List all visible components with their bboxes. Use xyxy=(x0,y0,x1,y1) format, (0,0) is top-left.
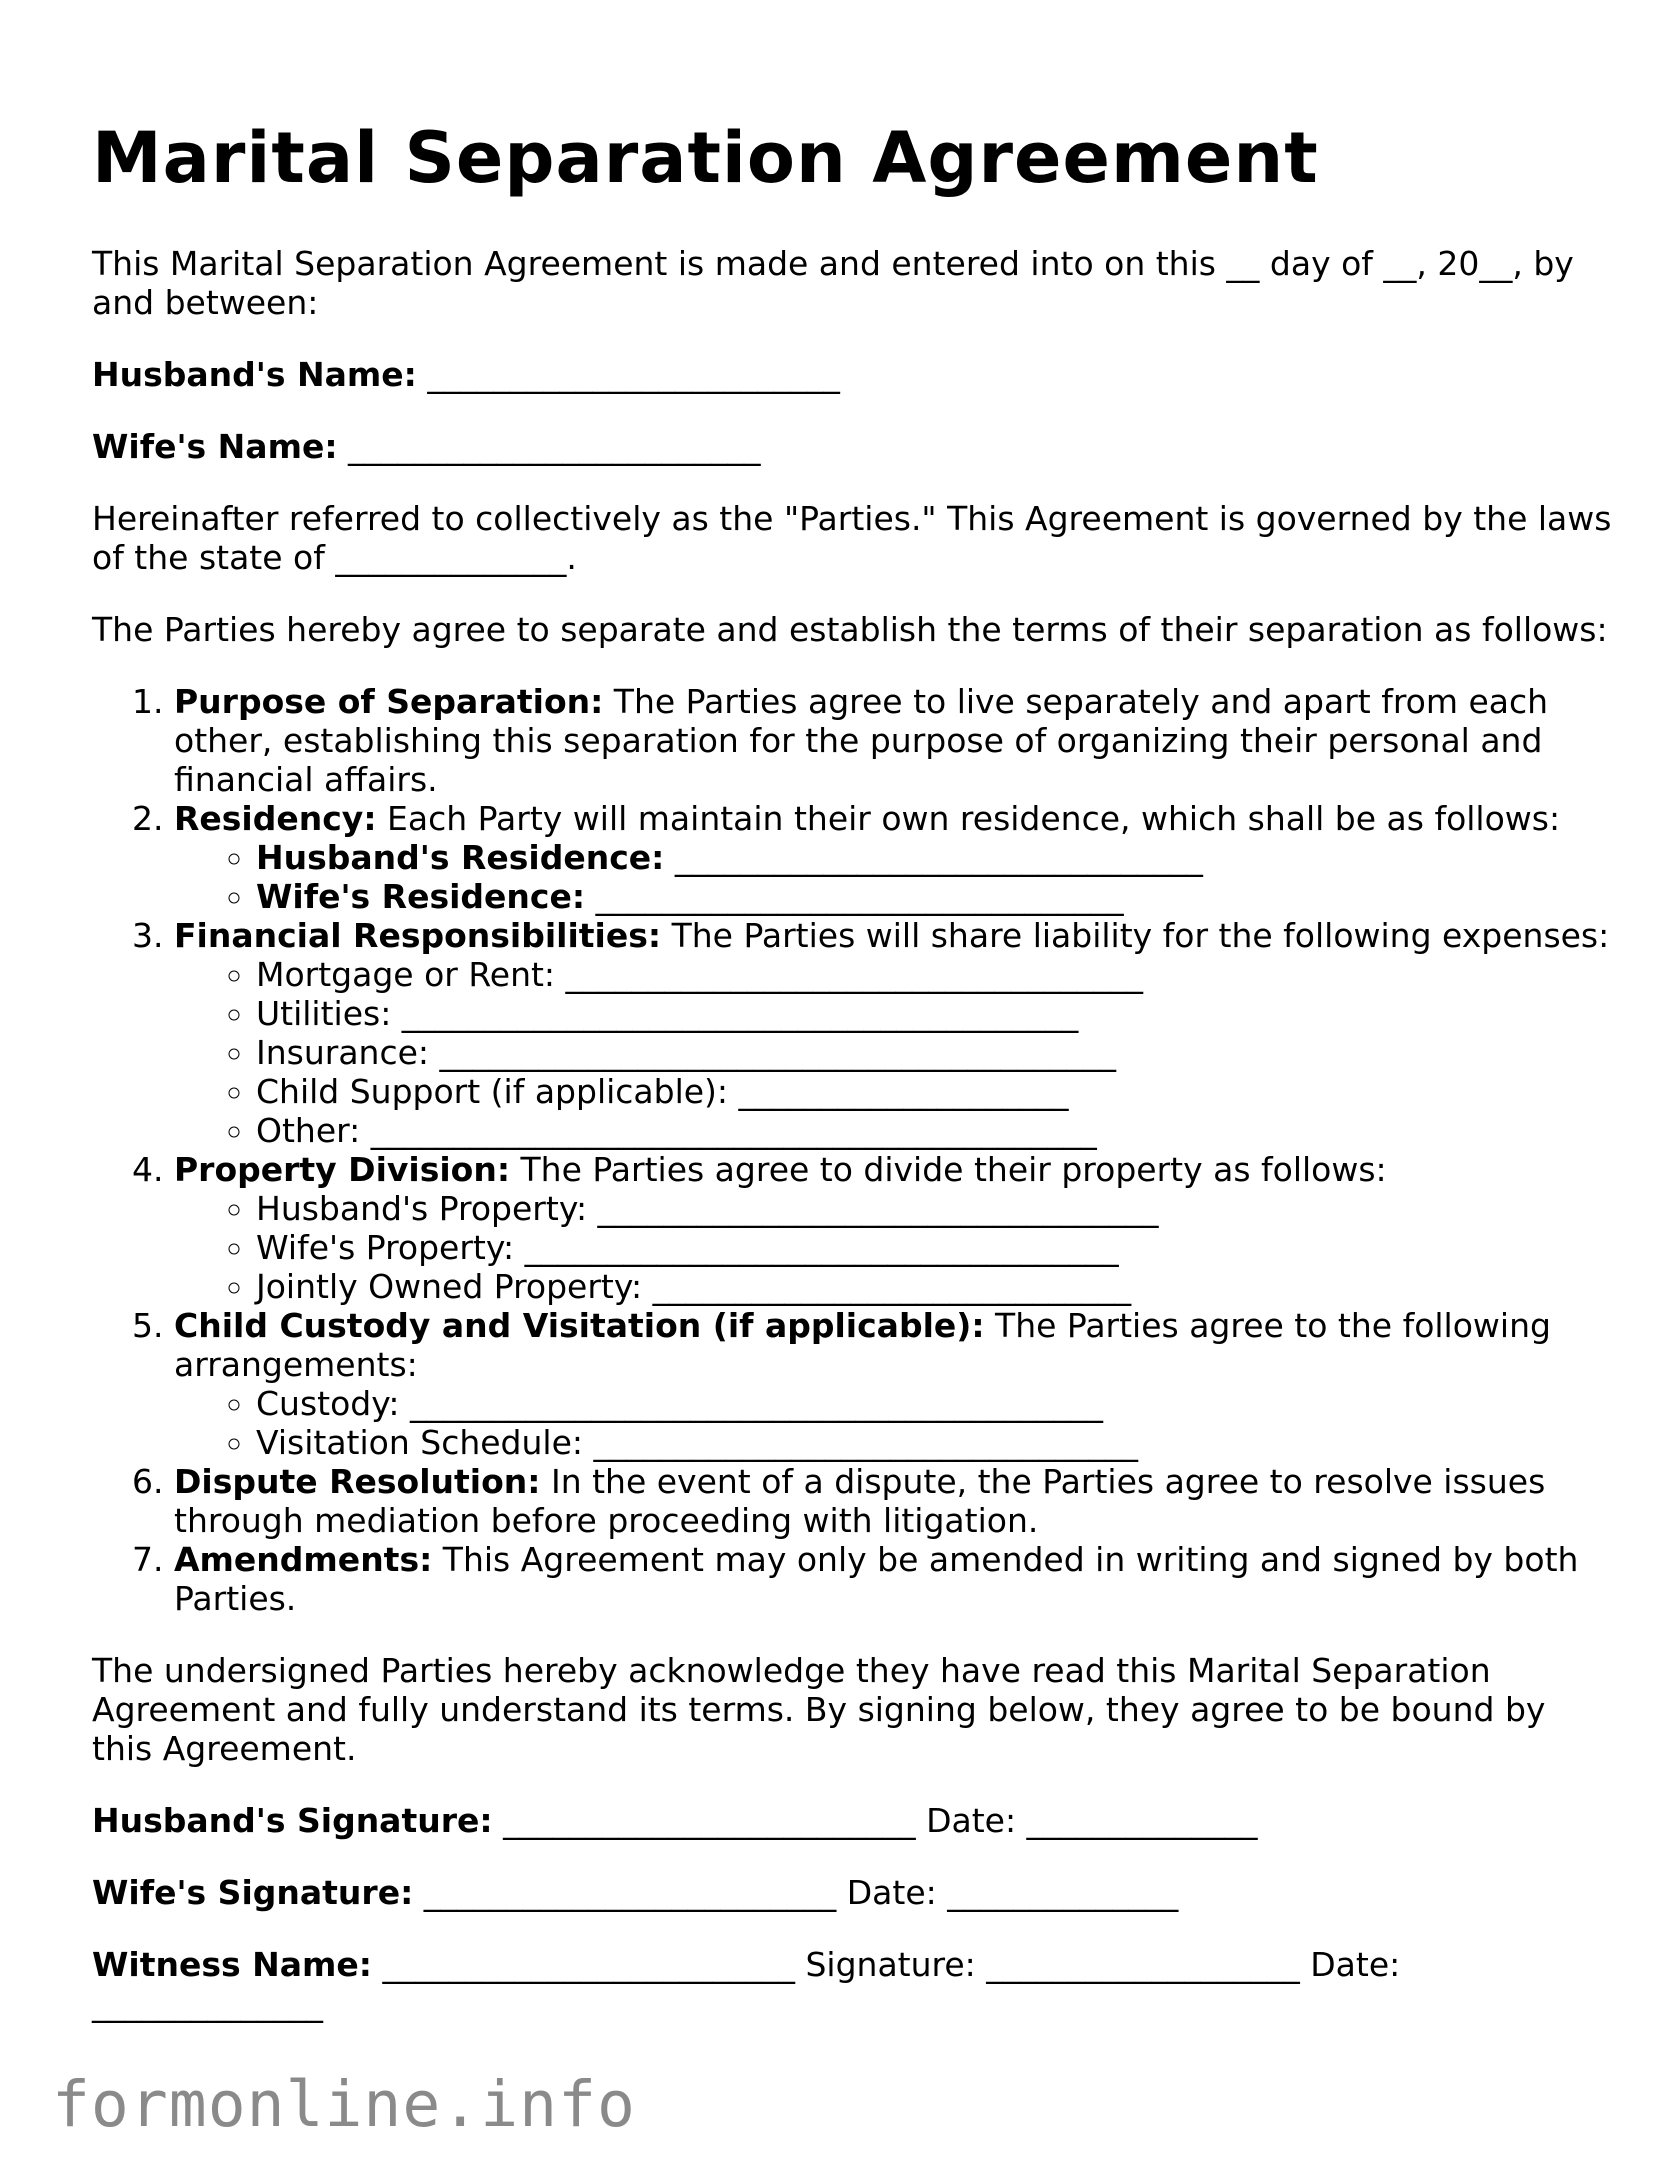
agree-intro-paragraph: The Parties hereby agree to separate and establish the terms of their separation as follows: xyxy=(92,610,1608,649)
witness-name-blank[interactable]: _________________________ xyxy=(382,1945,795,1984)
witness-name-label: Witness Name: xyxy=(92,1945,372,1984)
term-text: The Parties agree to the following arrangements: xyxy=(174,1306,1551,1384)
wife-signature-blank[interactable]: _________________________ xyxy=(423,1873,837,1912)
term-text: This Agreement may only be amended in writing and signed by both Parties. xyxy=(174,1540,1579,1618)
term-heading: Child Custody and Visitation (if applicable): xyxy=(174,1306,985,1345)
property-list xyxy=(174,1189,1612,1306)
wife-name-label: Wife's Name: xyxy=(92,427,338,466)
term-purpose xyxy=(174,682,1612,799)
wife-name-blank[interactable]: _________________________ xyxy=(348,427,761,466)
term-heading: Purpose of Separation: xyxy=(174,682,604,721)
financial-item-insurance[interactable]: ◦ Insurance: _________________________________________ xyxy=(256,1033,1612,1072)
visitation-item[interactable]: ◦ Visitation Schedule: _________________________________ xyxy=(256,1423,1612,1462)
term-financial xyxy=(174,916,1612,1150)
document-page xyxy=(92,116,1612,2056)
term-heading: Residency: xyxy=(174,799,377,838)
husband-signature-line xyxy=(92,1801,1612,1840)
financial-item-utilities[interactable]: ◦ Utilities: _________________________________________ xyxy=(256,994,1612,1033)
term-text: Each Party will maintain their own residence, which shall be as follows: xyxy=(376,799,1561,838)
hereinafter-paragraph: Hereinafter referred to collectively as the "Parties." This Agreement is governed by the laws of the state of ______________. xyxy=(92,499,1612,577)
intro-paragraph: This Marital Separation Agreement is made and entered into on this __ day of __, 20__, by and between: xyxy=(92,244,1574,322)
term-custody xyxy=(174,1306,1612,1462)
term-text: The Parties agree to live separately and apart from each other, establishing this separation for the purpose of organizing their personal and financial affairs. xyxy=(174,682,1549,799)
witness-signature-date[interactable]: Signature: ___________________ Date: ______________ xyxy=(92,1945,1401,2023)
husband-name-blank[interactable]: _________________________ xyxy=(427,355,840,394)
wife-signature-date[interactable]: Date: ______________ xyxy=(836,1873,1179,1912)
wife-residence-item xyxy=(256,877,1612,916)
term-text: The Parties will share liability for the following expenses: xyxy=(661,916,1610,955)
property-item-husband[interactable]: ◦ Husband's Property: __________________________________ xyxy=(256,1189,1612,1228)
term-property xyxy=(174,1150,1612,1306)
residency-list xyxy=(174,838,1612,916)
term-text: The Parties agree to divide their property as follows: xyxy=(510,1150,1387,1189)
wife-residence-label: Wife's Residence: xyxy=(256,877,586,916)
term-text: In the event of a dispute, the Parties agree to resolve issues through mediation before proceeding with litigation. xyxy=(174,1462,1546,1540)
custody-list xyxy=(174,1384,1612,1462)
custody-item[interactable]: ◦ Custody: __________________________________________ xyxy=(256,1384,1612,1423)
husband-name-line xyxy=(92,355,1612,394)
wife-signature-line xyxy=(92,1873,1612,1912)
wife-name-line xyxy=(92,427,1612,466)
term-heading: Property Division: xyxy=(174,1150,511,1189)
husband-residence-label: Husband's Residence: xyxy=(256,838,665,877)
property-item-wife[interactable]: ◦ Wife's Property: ____________________________________ xyxy=(256,1228,1612,1267)
husband-signature-date[interactable]: Date: ______________ xyxy=(915,1801,1258,1840)
husband-name-label: Husband's Name: xyxy=(92,355,417,394)
term-heading: Dispute Resolution: xyxy=(174,1462,541,1501)
financial-item-other[interactable]: ◦ Other: ____________________________________________ xyxy=(256,1111,1612,1150)
husband-signature-blank[interactable]: _________________________ xyxy=(503,1801,916,1840)
term-heading: Amendments: xyxy=(174,1540,433,1579)
wife-residence-blank[interactable]: ________________________________ xyxy=(595,877,1124,916)
husband-residence-blank[interactable]: ________________________________ xyxy=(674,838,1203,877)
terms-list xyxy=(92,682,1612,1618)
husband-signature-label: Husband's Signature: xyxy=(92,1801,493,1840)
term-amendments xyxy=(174,1540,1612,1618)
term-dispute xyxy=(174,1462,1612,1540)
witness-line xyxy=(92,1945,1612,2023)
husband-residence-item xyxy=(256,838,1612,877)
wife-signature-label: Wife's Signature: xyxy=(92,1873,414,1912)
term-residency xyxy=(174,799,1612,916)
document-title: Marital Separation Agreement xyxy=(92,117,1319,199)
watermark: formonline.info xyxy=(52,2068,636,2141)
acknowledgment-paragraph: The undersigned Parties hereby acknowledge they have read this Marital Separation Agreement and fully understand its terms. By signing below, they agree to be bound by this Agreement. xyxy=(92,1651,1546,1768)
financial-list xyxy=(174,955,1612,1150)
property-item-joint[interactable]: ◦ Jointly Owned Property: _____________________________ xyxy=(256,1267,1612,1306)
financial-item-mortgage[interactable]: ◦ Mortgage or Rent: ___________________________________ xyxy=(256,955,1612,994)
term-heading: Financial Responsibilities: xyxy=(174,916,662,955)
financial-item-child-support[interactable]: ◦ Child Support (if applicable): ____________________ xyxy=(256,1072,1612,1111)
